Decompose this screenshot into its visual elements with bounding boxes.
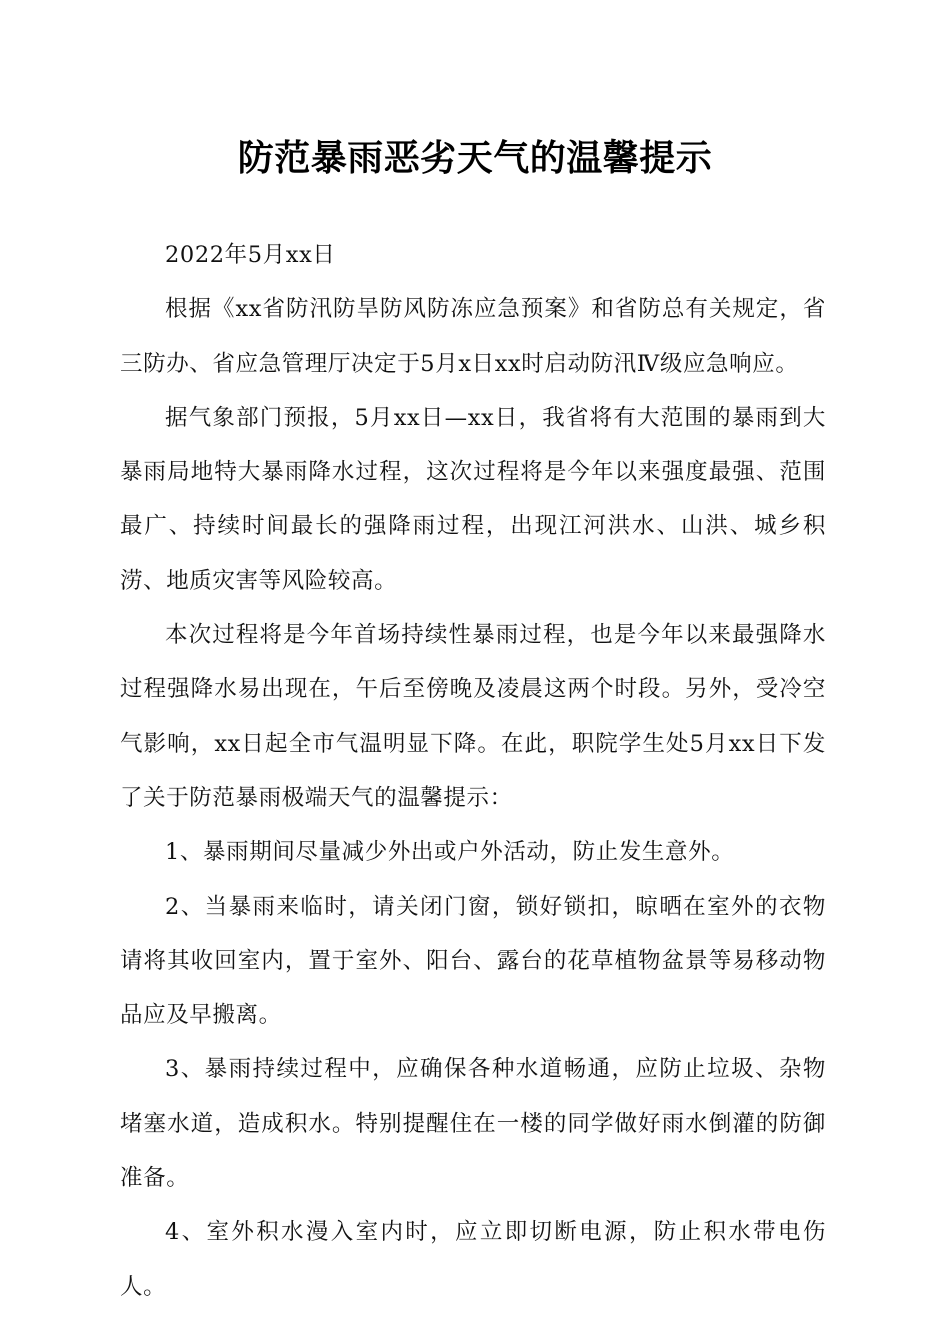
tip-item-1: 1、暴雨期间尽量减少外出或户外活动，防止发生意外。	[165, 839, 735, 866]
document-title: 防范暴雨恶劣天气的温馨提示	[237, 137, 713, 179]
document-body	[120, 228, 826, 1314]
paragraph-notice-intro: 本次过程将是今年首场持续性暴雨过程，也是今年以来最强降水过程强降水易出现在，午后至傍晚及凌晨这两个时段。另外，受冷空气影响，xx日起全市气温明显下降。在此，职院学生处5月xx日下发了关于防范暴雨极端天气的温馨提示：	[120, 622, 826, 811]
paragraph-emergency-response: 根据《xx省防汛防旱防风防冻应急预案》和省防总有关规定，省三防办、省应急管理厅决定于5月x日xx时启动防汛Ⅳ级应急响应。	[120, 296, 826, 377]
tip-item-2: 2、当暴雨来临时，请关闭门窗，锁好锁扣，晾晒在室外的衣物请将其收回室内，置于室外、阳台、露台的花草植物盆景等易移动物品应及早搬离。	[120, 893, 826, 1029]
paragraph-weather-forecast: 据气象部门预报，5月xx日—xx日，我省将有大范围的暴雨到大暴雨局地特大暴雨降水过程，这次过程将是今年以来强度最强、范围最广、持续时间最长的强降雨过程，出现江河洪水、山洪、城乡积涝、地质灾害等风险较高。	[120, 404, 826, 594]
tip-item-3: 3、暴雨持续过程中，应确保各种水道畅通，应防止垃圾、杂物堵塞水道，造成积水。特别提醒住在一楼的同学做好雨水倒灌的防御准备。	[120, 1056, 826, 1192]
date-line: 2022年5月xx日	[165, 242, 336, 268]
tip-item-4: 4、室外积水漫入室内时，应立即切断电源，防止积水带电伤人。	[120, 1219, 826, 1300]
